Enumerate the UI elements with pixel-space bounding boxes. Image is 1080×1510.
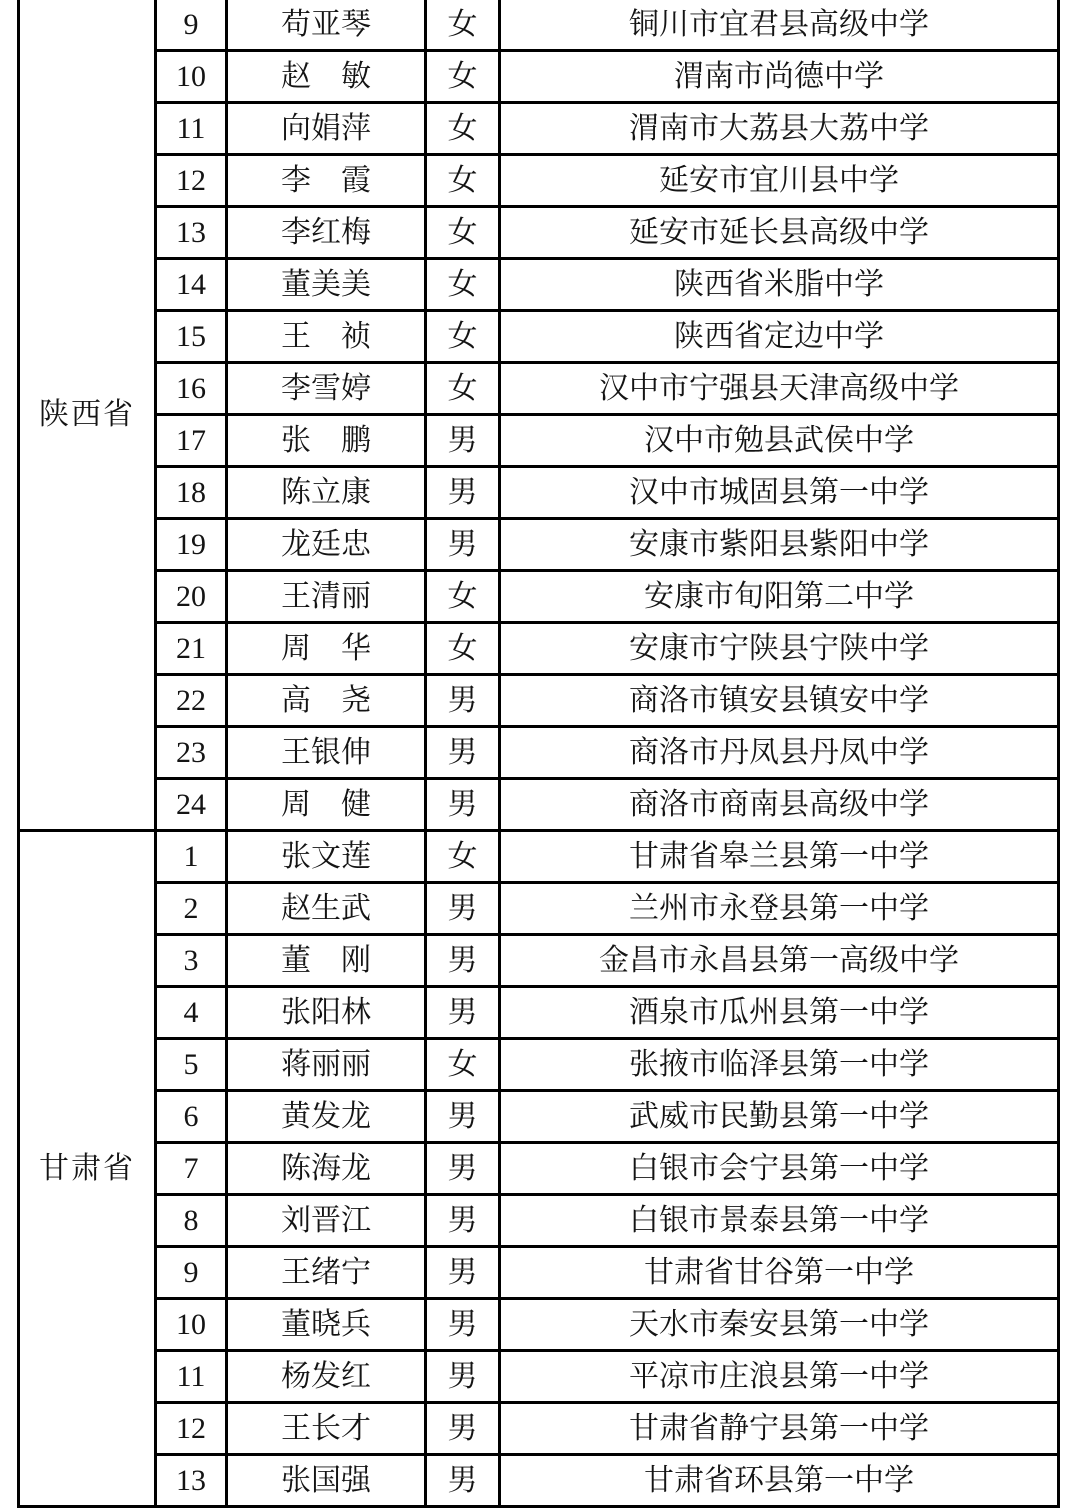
cell-serial-number: 4 <box>156 987 227 1039</box>
table-row <box>19 1091 1059 1143</box>
cell-school: 甘肃省静宁县第一中学 <box>500 1403 1059 1455</box>
cell-school: 平凉市庄浪县第一中学 <box>500 1351 1059 1403</box>
cell-serial-number: 11 <box>156 103 227 155</box>
cell-serial-number: 21 <box>156 623 227 675</box>
table-row <box>19 935 1059 987</box>
cell-serial-number: 1 <box>156 831 227 883</box>
cell-student-name: 王长才 <box>227 1403 426 1455</box>
cell-student-name: 高 尧 <box>227 675 426 727</box>
cell-serial-number: 15 <box>156 311 227 363</box>
cell-school: 天水市秦安县第一中学 <box>500 1299 1059 1351</box>
cell-serial-number: 9 <box>156 1247 227 1299</box>
table-row <box>19 831 1059 883</box>
cell-school: 甘肃省皋兰县第一中学 <box>500 831 1059 883</box>
table-row <box>19 883 1059 935</box>
cell-serial-number: 24 <box>156 779 227 831</box>
cell-serial-number: 22 <box>156 675 227 727</box>
cell-school: 陕西省定边中学 <box>500 311 1059 363</box>
table-row <box>19 311 1059 363</box>
table-row <box>19 155 1059 207</box>
cell-school: 商洛市镇安县镇安中学 <box>500 675 1059 727</box>
cell-province: 甘肃省 <box>19 831 156 1507</box>
cell-gender: 女 <box>426 571 500 623</box>
cell-province: 陕西省 <box>19 0 156 831</box>
table-row <box>19 415 1059 467</box>
cell-student-name: 张 鹏 <box>227 415 426 467</box>
cell-gender: 女 <box>426 155 500 207</box>
cell-gender: 男 <box>426 519 500 571</box>
cell-school: 白银市会宁县第一中学 <box>500 1143 1059 1195</box>
cell-serial-number: 7 <box>156 1143 227 1195</box>
cell-gender: 男 <box>426 727 500 779</box>
student-roster-table <box>17 0 1060 1508</box>
table-row <box>19 259 1059 311</box>
cell-student-name: 董晓兵 <box>227 1299 426 1351</box>
cell-school: 汉中市城固县第一中学 <box>500 467 1059 519</box>
table-row <box>19 1247 1059 1299</box>
table-row <box>19 779 1059 831</box>
cell-serial-number: 14 <box>156 259 227 311</box>
cell-student-name: 向娟萍 <box>227 103 426 155</box>
table-row <box>19 207 1059 259</box>
cell-gender: 男 <box>426 883 500 935</box>
cell-student-name: 赵 敏 <box>227 51 426 103</box>
cell-student-name: 陈立康 <box>227 467 426 519</box>
cell-serial-number: 11 <box>156 1351 227 1403</box>
cell-school: 安康市旬阳第二中学 <box>500 571 1059 623</box>
cell-gender: 男 <box>426 935 500 987</box>
table-row <box>19 363 1059 415</box>
cell-school: 兰州市永登县第一中学 <box>500 883 1059 935</box>
cell-school: 安康市紫阳县紫阳中学 <box>500 519 1059 571</box>
cell-school: 延安市宜川县中学 <box>500 155 1059 207</box>
table-row <box>19 987 1059 1039</box>
cell-serial-number: 2 <box>156 883 227 935</box>
cell-school: 商洛市丹凤县丹凤中学 <box>500 727 1059 779</box>
cell-student-name: 王绪宁 <box>227 1247 426 1299</box>
cell-serial-number: 9 <box>156 0 227 51</box>
cell-student-name: 张国强 <box>227 1455 426 1507</box>
cell-gender: 男 <box>426 1091 500 1143</box>
roster-body <box>19 0 1059 1507</box>
table-row <box>19 727 1059 779</box>
cell-gender: 女 <box>426 207 500 259</box>
cell-serial-number: 20 <box>156 571 227 623</box>
cell-student-name: 张文莲 <box>227 831 426 883</box>
cell-school: 甘肃省甘谷第一中学 <box>500 1247 1059 1299</box>
cell-serial-number: 8 <box>156 1195 227 1247</box>
cell-gender: 女 <box>426 103 500 155</box>
cell-gender: 男 <box>426 415 500 467</box>
cell-gender: 女 <box>426 311 500 363</box>
cell-school: 铜川市宜君县高级中学 <box>500 0 1059 51</box>
cell-student-name: 李雪婷 <box>227 363 426 415</box>
cell-student-name: 王银伸 <box>227 727 426 779</box>
cell-student-name: 蒋丽丽 <box>227 1039 426 1091</box>
cell-gender: 男 <box>426 1403 500 1455</box>
cell-student-name: 赵生武 <box>227 883 426 935</box>
cell-school: 酒泉市瓜州县第一中学 <box>500 987 1059 1039</box>
cell-gender: 男 <box>426 467 500 519</box>
cell-serial-number: 5 <box>156 1039 227 1091</box>
cell-school: 延安市延长县高级中学 <box>500 207 1059 259</box>
cell-school: 汉中市宁强县天津高级中学 <box>500 363 1059 415</box>
cell-student-name: 董 刚 <box>227 935 426 987</box>
cell-school: 商洛市商南县高级中学 <box>500 779 1059 831</box>
cell-student-name: 龙廷忠 <box>227 519 426 571</box>
table-row <box>19 1455 1059 1507</box>
cell-school: 武威市民勤县第一中学 <box>500 1091 1059 1143</box>
table-row <box>19 1143 1059 1195</box>
table-row <box>19 51 1059 103</box>
cell-gender: 男 <box>426 1143 500 1195</box>
cell-serial-number: 10 <box>156 51 227 103</box>
cell-student-name: 陈海龙 <box>227 1143 426 1195</box>
cell-school: 陕西省米脂中学 <box>500 259 1059 311</box>
cell-student-name: 周 华 <box>227 623 426 675</box>
cell-gender: 男 <box>426 1247 500 1299</box>
cell-school: 张掖市临泽县第一中学 <box>500 1039 1059 1091</box>
cell-student-name: 杨发红 <box>227 1351 426 1403</box>
table-row <box>19 467 1059 519</box>
table-row <box>19 1299 1059 1351</box>
cell-serial-number: 13 <box>156 1455 227 1507</box>
cell-school: 渭南市尚德中学 <box>500 51 1059 103</box>
cell-student-name: 黄发龙 <box>227 1091 426 1143</box>
cell-gender: 男 <box>426 779 500 831</box>
cell-serial-number: 12 <box>156 1403 227 1455</box>
cell-gender: 女 <box>426 0 500 51</box>
cell-student-name: 刘晋江 <box>227 1195 426 1247</box>
table-row <box>19 103 1059 155</box>
cell-serial-number: 17 <box>156 415 227 467</box>
cell-gender: 男 <box>426 1195 500 1247</box>
table-row <box>19 0 1059 51</box>
cell-gender: 男 <box>426 987 500 1039</box>
cell-gender: 女 <box>426 831 500 883</box>
table-row <box>19 1195 1059 1247</box>
cell-gender: 男 <box>426 1455 500 1507</box>
cell-gender: 男 <box>426 1351 500 1403</box>
cell-school: 甘肃省环县第一中学 <box>500 1455 1059 1507</box>
cell-serial-number: 13 <box>156 207 227 259</box>
cell-student-name: 苟亚琴 <box>227 0 426 51</box>
cell-student-name: 王清丽 <box>227 571 426 623</box>
cell-serial-number: 19 <box>156 519 227 571</box>
cell-student-name: 董美美 <box>227 259 426 311</box>
cell-serial-number: 18 <box>156 467 227 519</box>
cell-school: 汉中市勉县武侯中学 <box>500 415 1059 467</box>
table-row <box>19 1403 1059 1455</box>
cell-school: 安康市宁陕县宁陕中学 <box>500 623 1059 675</box>
cell-gender: 女 <box>426 623 500 675</box>
cell-gender: 女 <box>426 259 500 311</box>
cell-school: 渭南市大荔县大荔中学 <box>500 103 1059 155</box>
cell-student-name: 张阳林 <box>227 987 426 1039</box>
cell-student-name: 李 霞 <box>227 155 426 207</box>
cell-serial-number: 10 <box>156 1299 227 1351</box>
table-row <box>19 571 1059 623</box>
cell-serial-number: 6 <box>156 1091 227 1143</box>
cell-student-name: 李红梅 <box>227 207 426 259</box>
cell-student-name: 周 健 <box>227 779 426 831</box>
cell-serial-number: 12 <box>156 155 227 207</box>
cell-gender: 女 <box>426 363 500 415</box>
cell-gender: 男 <box>426 1299 500 1351</box>
cell-school: 金昌市永昌县第一高级中学 <box>500 935 1059 987</box>
cell-gender: 女 <box>426 51 500 103</box>
cell-serial-number: 3 <box>156 935 227 987</box>
cell-student-name: 王 祯 <box>227 311 426 363</box>
table-row <box>19 623 1059 675</box>
cell-gender: 男 <box>426 675 500 727</box>
cell-serial-number: 23 <box>156 727 227 779</box>
cell-school: 白银市景泰县第一中学 <box>500 1195 1059 1247</box>
cell-gender: 女 <box>426 1039 500 1091</box>
cell-serial-number: 16 <box>156 363 227 415</box>
table-row <box>19 675 1059 727</box>
table-row <box>19 519 1059 571</box>
table-row <box>19 1039 1059 1091</box>
table-row <box>19 1351 1059 1403</box>
